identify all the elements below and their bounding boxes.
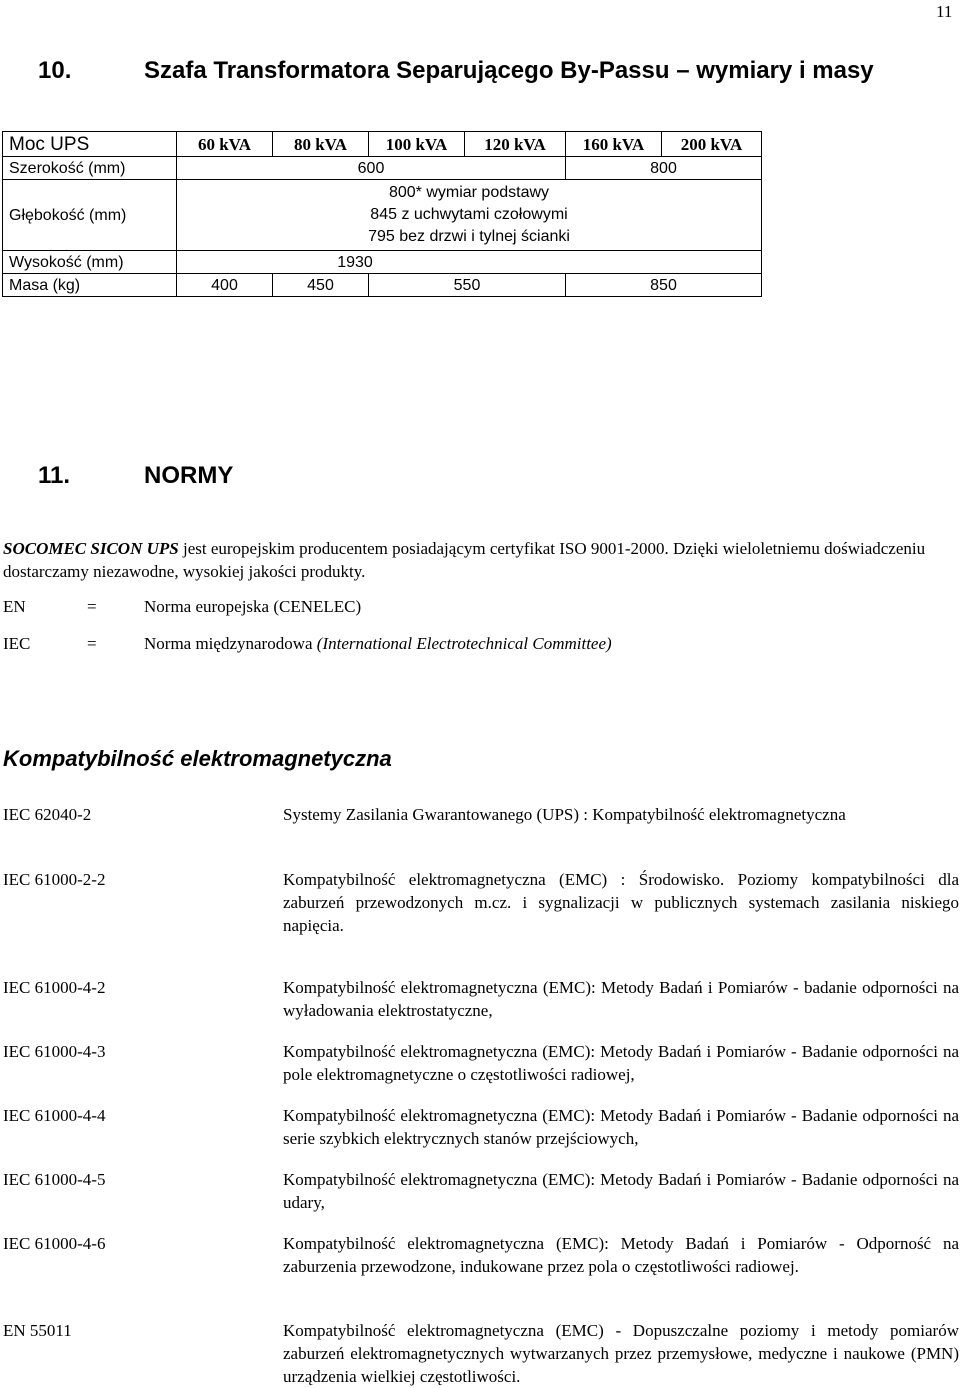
depth-line: 800* wymiar podstawy [388, 184, 550, 201]
table-cell: 450 [273, 274, 369, 297]
standard-text: Kompatybilność elektromagnetyczna (EMC): Metody Badań i Pomiarów - Badanie odporności na udary, [283, 1170, 959, 1212]
table-row-width [3, 157, 762, 180]
depth-line: 845 z uchwytami czołowymi [370, 206, 568, 223]
header-label: Moc UPS [3, 132, 177, 157]
row-label: Głębokość (mm) [3, 180, 177, 251]
standard-text: Kompatybilność elektromagnetyczna (EMC) - Dopuszczalne poziomy i metody pomiarów zaburzeń elektromagnetycznych wytwarzanych przez przemysłowe, medyczne i naukowe (PMN) urządzenia wielkiej częstotliwości. [283, 1321, 959, 1386]
row-label: Szerokość (mm) [3, 157, 177, 180]
definition-desc [144, 597, 361, 617]
company-name: SOCOMEC SICON UPS [3, 539, 179, 558]
column-header: 120 kVA [465, 132, 566, 157]
emc-heading: Kompatybilność elektromagnetyczna [3, 746, 392, 771]
table-cell: 600 [177, 157, 566, 180]
column-header: 100 kVA [369, 132, 465, 157]
standard-text: Kompatybilność elektromagnetyczna (EMC): Metody Badań i Pomiarów - Odporność na zaburzenia przewodzone, indukowane przez pola o częstotliwości radiowej. [283, 1234, 959, 1276]
row-label: Wysokość (mm) [3, 251, 177, 274]
table-cell: 850 [566, 274, 762, 297]
standard-code: IEC 61000-4-3 [3, 1042, 106, 1061]
standard-code: IEC 61000-4-2 [3, 978, 106, 997]
intro-text: jest europejskim producentem posiadającym certyfikat ISO 9001-2000. Dzięki wieloletniemu doświadczeniu dostarczamy niezawodne, wysokiej jakości produkty. [3, 539, 926, 581]
column-header: 60 kVA [177, 132, 273, 157]
standard-text: Kompatybilność elektromagnetyczna (EMC) : Środowisko. Poziomy kompatybilności dla zaburzeń przewodzonych m.cz. i sygnalizacji w publicznych systemach zasilania niskiego napięcia. [283, 870, 959, 935]
definition-abbr: IEC [3, 634, 31, 653]
standard-code: IEC 61000-4-5 [3, 1170, 106, 1189]
dimensions-table [2, 131, 762, 297]
section-11-number: 11. [38, 462, 71, 489]
standard-text: Systemy Zasilania Gwarantowanego (UPS) : Kompatybilność elektromagnetyczna [283, 805, 846, 824]
table-cell: 400 [177, 274, 273, 297]
table-row-mass [3, 274, 762, 297]
intro-paragraph [3, 537, 957, 583]
standard-code: IEC 61000-4-4 [3, 1106, 106, 1125]
definition-equals: = [87, 634, 97, 653]
section-10-number: 10. [38, 57, 72, 84]
definition-desc [144, 634, 612, 654]
standard-text: Kompatybilność elektromagnetyczna (EMC): Metody Badań i Pomiarów - Badanie odporności na serie szybkich elektrycznych stanów przejściowych, [283, 1106, 959, 1148]
definition-desc-text: Norma europejska (CENELEC) [144, 597, 362, 616]
height-value: 1930 [337, 253, 373, 271]
standard-code: IEC 61000-4-6 [3, 1234, 106, 1253]
standard-code: EN 55011 [3, 1321, 72, 1340]
standard-code: IEC 62040-2 [3, 805, 92, 824]
standard-text: Kompatybilność elektromagnetyczna (EMC): Metody Badań i Pomiarów - Badanie odporności na pole elektromagnetyczne o częstotliwości radiowej, [283, 1042, 959, 1084]
column-header: 80 kVA [273, 132, 369, 157]
table-cell [177, 251, 762, 274]
depth-line: 795 bez drzwi i tylnej ścianki [368, 228, 570, 245]
definition-desc-italic: (International Electrotechnical Committee) [316, 634, 612, 653]
table-row-height [3, 251, 762, 274]
section-10-title: Szafa Transformatora Separującego By-Passu – wymiary i masy [144, 57, 874, 84]
definition-equals: = [87, 597, 97, 616]
standard-code: IEC 61000-2-2 [3, 870, 106, 889]
definition-desc-text: Norma międzynarodowa [144, 634, 317, 653]
column-header: 200 kVA [662, 132, 762, 157]
section-11-title: NORMY [144, 462, 234, 489]
table-cell: 550 [369, 274, 566, 297]
definition-abbr: EN [3, 597, 26, 616]
table-cell: 800 [566, 157, 762, 180]
table-cell [177, 180, 762, 251]
table-header-row [3, 132, 762, 157]
row-label: Masa (kg) [3, 274, 177, 297]
table-row-depth [3, 180, 762, 251]
page-number: 11 [936, 2, 953, 21]
standard-text: Kompatybilność elektromagnetyczna (EMC): Metody Badań i Pomiarów - badanie odporności na wyładowania elektrostatyczne, [283, 978, 959, 1020]
column-header: 160 kVA [566, 132, 662, 157]
